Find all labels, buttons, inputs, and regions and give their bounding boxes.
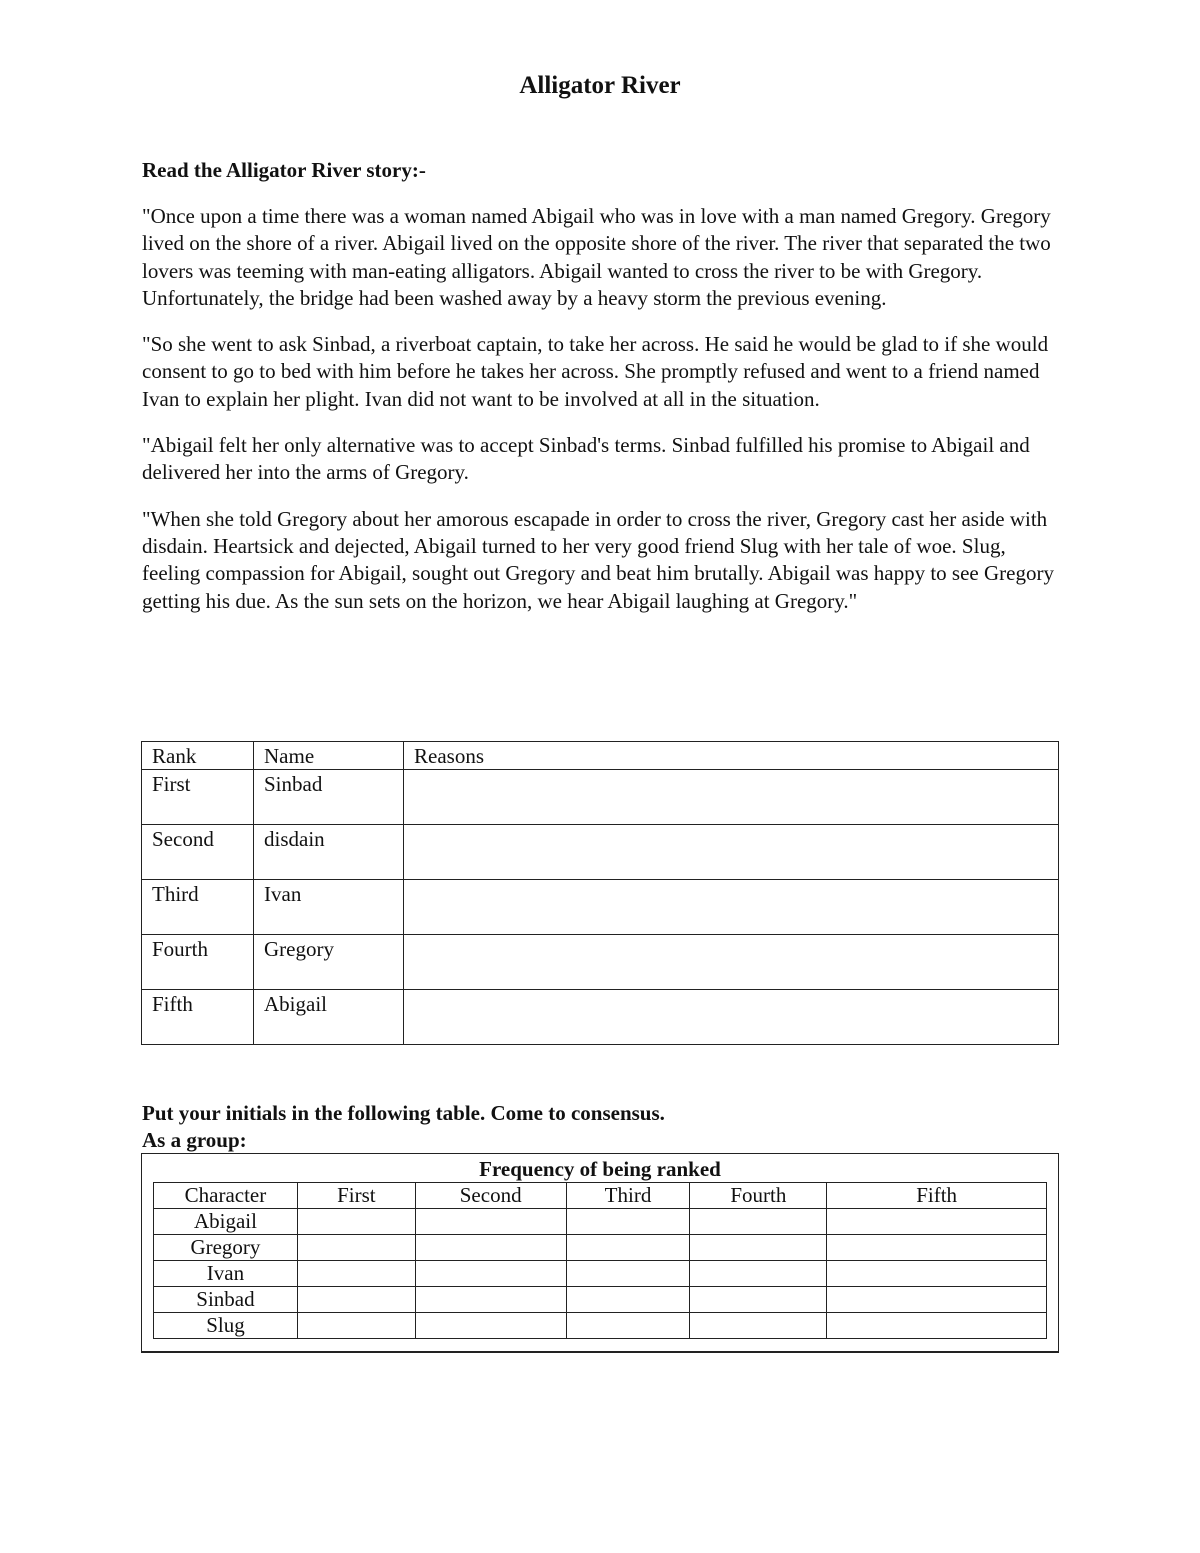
reasons-cell[interactable]	[404, 770, 1059, 825]
group-heading: As a group:	[142, 1128, 247, 1152]
rank-cell: First	[142, 770, 254, 825]
character-cell: Gregory	[154, 1235, 298, 1261]
initials-cell[interactable]	[566, 1209, 690, 1235]
initials-cell[interactable]	[566, 1235, 690, 1261]
ranking-header-row	[142, 742, 1059, 770]
frequency-table-title: Frequency of being ranked	[479, 1157, 721, 1181]
initials-cell[interactable]	[415, 1235, 566, 1261]
initials-cell[interactable]	[827, 1209, 1047, 1235]
rank-cell: Second	[142, 825, 254, 880]
frequency-header-row	[154, 1183, 1047, 1209]
name-cell[interactable]: Sinbad	[254, 770, 404, 825]
initials-cell[interactable]	[297, 1261, 415, 1287]
initials-cell[interactable]	[297, 1313, 415, 1339]
frequency-table	[153, 1182, 1047, 1339]
story-paragraph: "So she went to ask Sinbad, a riverboat captain, to take her across. He said he would be glad to if she would consent to go to bed with him before he takes her across. She promptly refused and went to a friend named Ivan to explain her plight. Ivan did not want to be involved at all in the situation.	[142, 332, 1049, 411]
initials-cell[interactable]	[827, 1261, 1047, 1287]
name-cell[interactable]: Abigail	[254, 990, 404, 1045]
header-character: Character	[154, 1183, 298, 1209]
reasons-cell[interactable]	[404, 825, 1059, 880]
character-cell: Abigail	[154, 1209, 298, 1235]
reasons-cell[interactable]	[404, 990, 1059, 1045]
frequency-row	[154, 1209, 1047, 1235]
initials-cell[interactable]	[690, 1313, 827, 1339]
initials-cell[interactable]	[566, 1261, 690, 1287]
frequency-table-container	[141, 1153, 1059, 1353]
header-rank: Rank	[142, 742, 254, 770]
name-cell[interactable]: disdain	[254, 825, 404, 880]
reasons-cell[interactable]	[404, 935, 1059, 990]
character-cell: Slug	[154, 1313, 298, 1339]
initials-cell[interactable]	[690, 1261, 827, 1287]
character-cell: Sinbad	[154, 1287, 298, 1313]
ranking-table	[141, 741, 1059, 1045]
frequency-row	[154, 1287, 1047, 1313]
initials-cell[interactable]	[690, 1287, 827, 1313]
initials-cell[interactable]	[690, 1209, 827, 1235]
initials-cell[interactable]	[566, 1287, 690, 1313]
frequency-row	[154, 1261, 1047, 1287]
ranking-row	[142, 935, 1059, 990]
initials-cell[interactable]	[827, 1235, 1047, 1261]
story-paragraph: "When she told Gregory about her amorous escapade in order to cross the river, Gregory cast her aside with disdain. Heartsick and dejected, Abigail turned to her very good friend Slug with her tale of woe. Slug, feeling compassion for Abigail, sought out Gregory and beat him brutally. Abigail was happy to see Gregory getting his due. As the sun sets on the horizon, we hear Abigail laughing at Gregory."	[142, 506, 1054, 613]
rank-cell: Third	[142, 880, 254, 935]
initials-cell[interactable]	[690, 1235, 827, 1261]
frequency-row	[154, 1313, 1047, 1339]
header-first: First	[297, 1183, 415, 1209]
name-cell[interactable]: Gregory	[254, 935, 404, 990]
instructions-text: Put your initials in the following table. Come to consensus.	[142, 1101, 665, 1125]
name-cell[interactable]: Ivan	[254, 880, 404, 935]
header-third: Third	[566, 1183, 690, 1209]
initials-cell[interactable]	[415, 1313, 566, 1339]
header-second: Second	[415, 1183, 566, 1209]
initials-cell[interactable]	[297, 1235, 415, 1261]
reasons-cell[interactable]	[404, 880, 1059, 935]
frequency-row	[154, 1235, 1047, 1261]
initials-cell[interactable]	[415, 1261, 566, 1287]
rank-cell: Fourth	[142, 935, 254, 990]
ranking-row	[142, 990, 1059, 1045]
initials-cell[interactable]	[297, 1287, 415, 1313]
header-fifth: Fifth	[827, 1183, 1047, 1209]
header-fourth: Fourth	[690, 1183, 827, 1209]
header-reasons: Reasons	[404, 742, 1059, 770]
initials-cell[interactable]	[415, 1287, 566, 1313]
page-title: Alligator River	[519, 72, 681, 99]
initials-cell[interactable]	[827, 1313, 1047, 1339]
initials-cell[interactable]	[566, 1313, 690, 1339]
story-paragraph: "Once upon a time there was a woman named Abigail who was in love with a man named Gregory. Gregory lived on the shore of a river. Abigail lived on the opposite shore of the river. The river that separated the two lovers was teeming with man-eating alligators. Abigail wanted to cross the river to be with Gregory. Unfortunately, the bridge had been washed away by a heavy storm the previous evening.	[142, 204, 1051, 310]
initials-cell[interactable]	[297, 1209, 415, 1235]
ranking-row	[142, 880, 1059, 935]
header-name: Name	[254, 742, 404, 770]
character-cell: Ivan	[154, 1261, 298, 1287]
read-story-heading: Read the Alligator River story:-	[142, 158, 426, 182]
rank-cell: Fifth	[142, 990, 254, 1045]
initials-cell[interactable]	[415, 1209, 566, 1235]
ranking-row	[142, 770, 1059, 825]
ranking-row	[142, 825, 1059, 880]
initials-cell[interactable]	[827, 1287, 1047, 1313]
story-paragraph: "Abigail felt her only alternative was to accept Sinbad's terms. Sinbad fulfilled his promise to Abigail and delivered her into the arms of Gregory.	[142, 433, 1030, 485]
story-text	[142, 203, 1067, 634]
